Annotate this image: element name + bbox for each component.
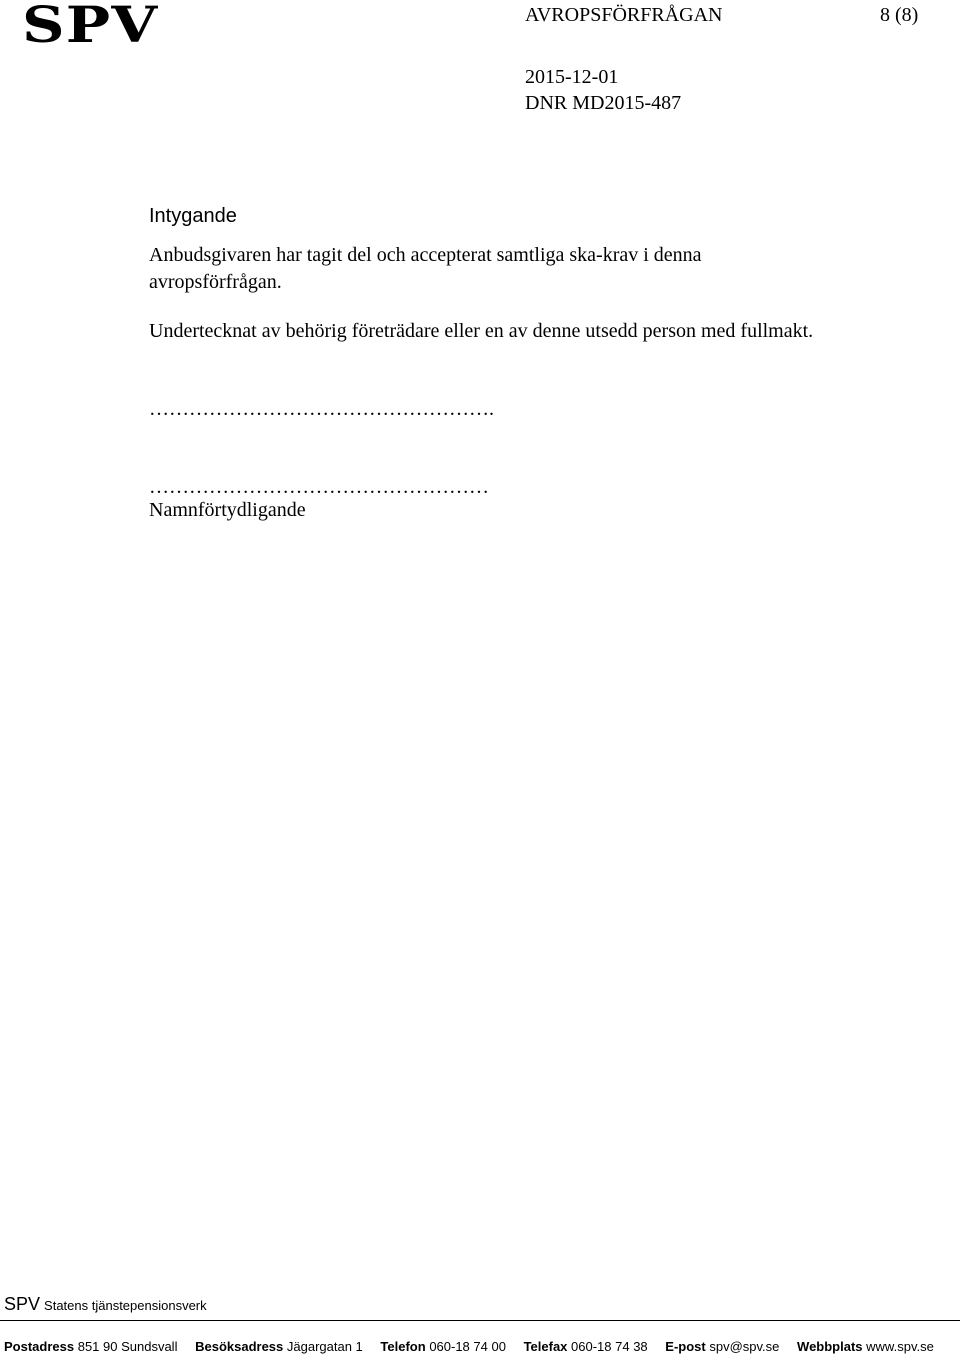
footer-phone-label: Telefon xyxy=(380,1339,426,1354)
footer-email-label: E-post xyxy=(665,1339,706,1354)
footer-fax xyxy=(524,1339,648,1354)
footer-postal xyxy=(4,1339,177,1354)
footer-divider xyxy=(0,1320,960,1321)
footer-web-label: Webbplats xyxy=(797,1339,863,1354)
footer-org-name: Statens tjänstepensionsverk xyxy=(44,1298,207,1313)
footer-email-value: spv@spv.se xyxy=(709,1339,780,1354)
footer-fax-label: Telefax xyxy=(523,1339,568,1354)
document-type: AVROPSFÖRFRÅGAN xyxy=(525,4,723,26)
footer-phone-value: 060-18 74 00 xyxy=(429,1339,506,1354)
footer-web xyxy=(797,1339,934,1354)
section-heading: Intygande xyxy=(149,205,237,227)
footer-fax-value: 060-18 74 38 xyxy=(571,1339,648,1354)
footer-postal-label: Postadress xyxy=(4,1339,75,1354)
name-clarification-label: Namnförtydligande xyxy=(149,499,306,521)
footer-contact-info xyxy=(4,1339,934,1354)
footer-organization xyxy=(4,1294,207,1315)
footer-web-value: www.spv.se xyxy=(866,1339,934,1354)
acceptance-statement: Anbudsgivaren har tagit del och accepterat samtliga ska-krav i denna avropsförfrågan. xyxy=(149,244,702,293)
name-clarification-line: …………………………………………… xyxy=(149,476,489,498)
footer-email xyxy=(665,1339,779,1354)
footer-visit-label: Besöksadress xyxy=(195,1339,284,1354)
signature-instruction: Undertecknat av behörig företrädare eller en av denne utsedd person med fullmakt. xyxy=(149,320,814,342)
signature-line: ……………………………………………. xyxy=(149,398,494,420)
page-number: 8 (8) xyxy=(880,4,919,26)
footer-visit-value: Jägargatan 1 xyxy=(286,1339,363,1354)
spv-logo: SPV xyxy=(22,0,159,54)
footer-visit xyxy=(195,1339,363,1354)
footer-postal-value: 851 90 Sundsvall xyxy=(77,1339,178,1354)
footer-org-abbr: SPV xyxy=(4,1294,41,1314)
document-reference: DNR MD2015-487 xyxy=(525,92,682,114)
document-date: 2015-12-01 xyxy=(525,66,619,88)
footer-phone xyxy=(380,1339,506,1354)
